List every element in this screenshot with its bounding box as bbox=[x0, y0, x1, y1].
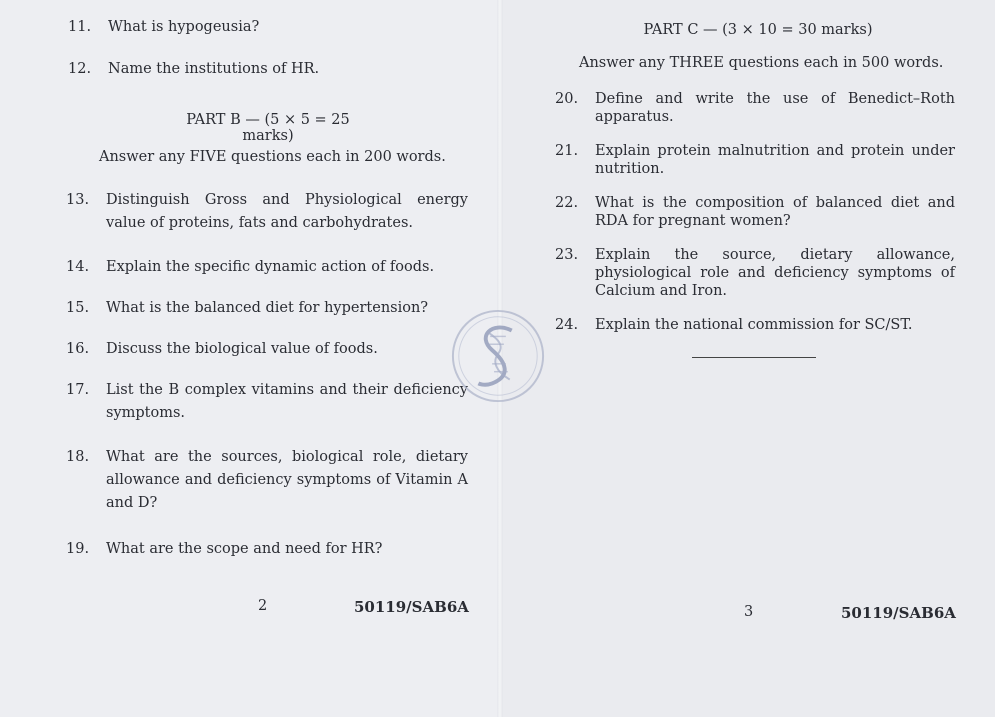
question-number: 24. bbox=[555, 317, 579, 333]
question-text: Explain protein malnutrition and protein under nutrition. bbox=[595, 143, 955, 177]
paper-code: 50119/SAB6A bbox=[841, 604, 956, 622]
part-b-heading: PART B — (5 × 5 = 25 marks) bbox=[186, 112, 350, 144]
question-text: What are the scope and need for HR? bbox=[106, 541, 383, 557]
question-number: 19. bbox=[66, 541, 90, 557]
question-number: 11. bbox=[68, 19, 92, 35]
part-b-instruction: Answer any FIVE questions each in 200 words. bbox=[99, 149, 446, 165]
question-number: 16. bbox=[66, 341, 90, 357]
question-text: What is the composition of balanced diet and RDA for pregnant women? bbox=[595, 195, 955, 229]
question-number: 21. bbox=[555, 143, 579, 159]
part-c-heading: PART C — (3 × 10 = 30 marks) bbox=[643, 22, 873, 38]
question-number: 12. bbox=[68, 61, 92, 77]
question-number: 23. bbox=[555, 247, 579, 263]
question-number: 22. bbox=[555, 195, 579, 211]
part-c-instruction: Answer any THREE questions each in 500 words. bbox=[579, 55, 944, 71]
question-number: 20. bbox=[555, 91, 579, 107]
question-text: What are the sources, biological role, dietary allowance and deficiency symptoms of Vitamin A and D? bbox=[106, 449, 468, 511]
question-number: 15. bbox=[66, 300, 90, 316]
question-text: Discuss the biological value of foods. bbox=[106, 341, 378, 357]
question-text: What is the balanced diet for hypertension? bbox=[106, 300, 429, 316]
question-text: Explain the national commission for SC/ST. bbox=[595, 317, 913, 333]
question-text: Explain the source, dietary allowance, physiological role and deficiency symptoms of Calcium and Iron. bbox=[595, 247, 955, 299]
question-number: 17. bbox=[66, 382, 90, 398]
question-number: 14. bbox=[66, 259, 90, 275]
paper-code: 50119/SAB6A bbox=[354, 598, 469, 616]
question-number: 13. bbox=[66, 192, 90, 208]
end-rule bbox=[692, 357, 816, 358]
question-text: What is hypogeusia? bbox=[108, 19, 260, 35]
question-text: Explain the specific dynamic action of foods. bbox=[106, 259, 435, 275]
question-text: Distinguish Gross and Physiological energy value of proteins, fats and carbohydrates. bbox=[106, 192, 468, 231]
dna-helix-logo-icon bbox=[449, 307, 547, 405]
question-text: Name the institutions of HR. bbox=[108, 61, 320, 77]
page-number: 3 bbox=[744, 604, 754, 620]
page-number: 2 bbox=[258, 598, 268, 614]
question-text: List the B complex vitamins and their deficiency symptoms. bbox=[106, 382, 468, 421]
question-number: 18. bbox=[66, 449, 90, 465]
question-text: Define and write the use of Benedict–Roth apparatus. bbox=[595, 91, 955, 125]
